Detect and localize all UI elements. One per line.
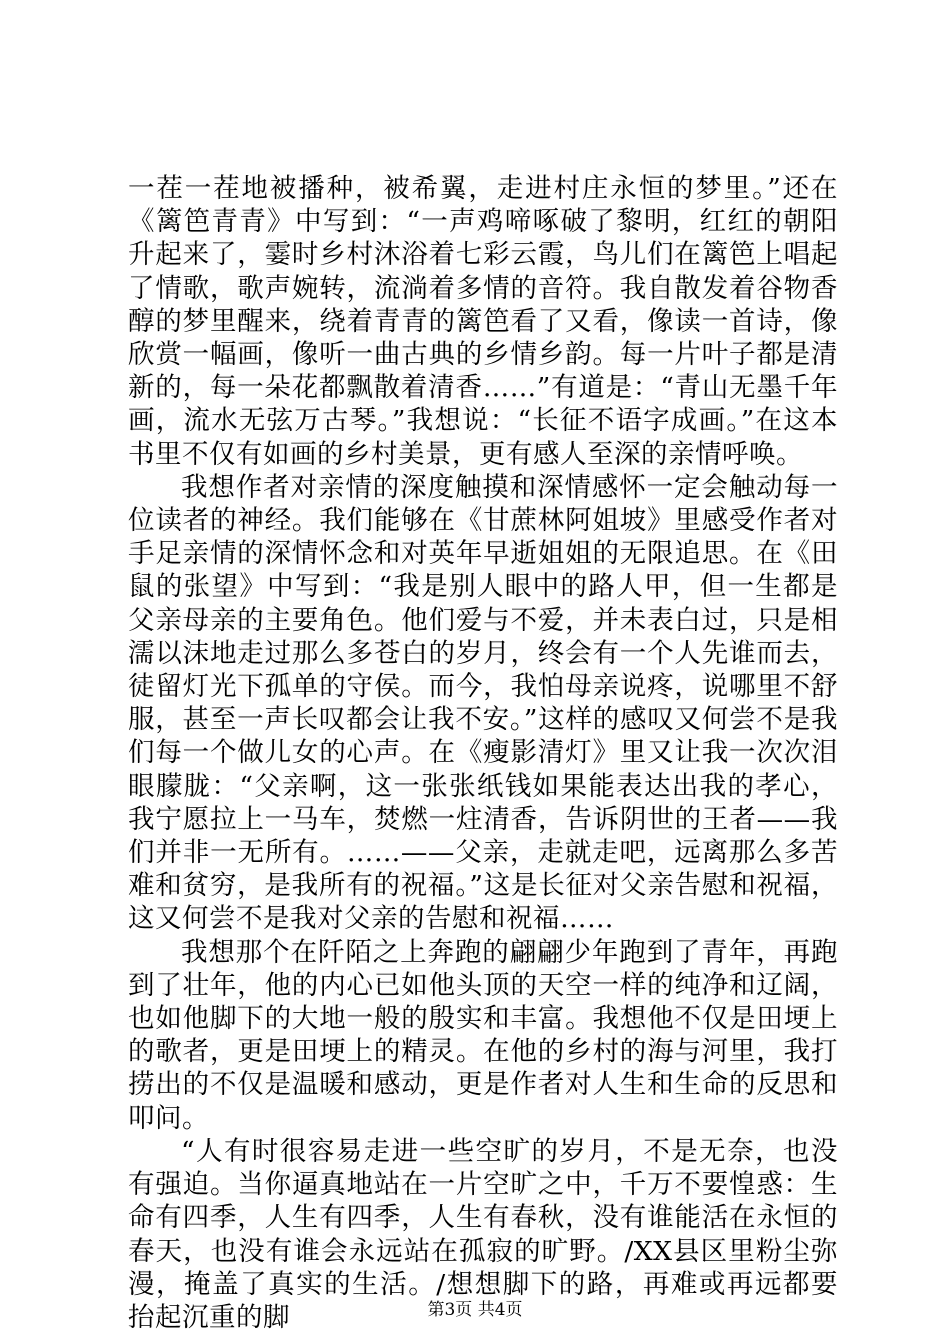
document-body: [128, 172, 838, 1334]
paragraph-2: 我想作者对亲情的深度触摸和深情感怀一定会触动每一位读者的神经。我们能够在《甘蔗林阿姐坡》里感受作者对手足亲情的深情怀念和对英年早逝姐姐的无限追思。在《田鼠的张望》中写到：“我是别人眼中的路人甲，但一生都是父亲母亲的主要角色。他们爱与不爱，并未表白过，只是相濡以沫地走过那么多苍白的岁月，终会有一个人先谁而去，徒留灯光下孤单的守侯。而今，我怕母亲说疼，说哪里不舒服，甚至一声长叹都会让我不安。”这样的感叹又何尝不是我们每一个做儿女的心声。在《瘦影清灯》里又让我一次次泪眼朦胧：“父亲啊，这一张张纸钱如果能表达出我的孝心，我宁愿拉上一马车，焚燃一炷清香，告诉阴世的王者——我们并非一无所有。……——父亲，走就走吧，远离那么多苦难和贫穷，是我所有的祝福。”这是长征对父亲告慰和祝福，这又何尝不是我对父亲的告慰和祝福……: [128, 471, 838, 935]
paragraph-1: 一茬一茬地被播种，被希翼，走进村庄永恒的梦里。”还在《篱笆青青》中写到：“一声鸡啼啄破了黎明，红红的朝阳升起来了，霎时乡村沐浴着七彩云霞，鸟儿们在篱笆上唱起了情歌，歌声婉转，流淌着多情的音符。我自散发着谷物香醇的梦里醒来，绕着青青的篱笆看了又看，像读一首诗，像欣赏一幅画，像听一曲古典的乡情乡韵。每一片叶子都是清新的，每一朵花都飘散着清香……”有道是：“青山无墨千年画，流水无弦万古琴。”我想说：“长征不语字成画。”在这本书里不仅有如画的乡村美景，更有感人至深的亲情呼唤。: [128, 173, 838, 470]
paragraph-4: “人有时很容易走进一些空旷的岁月，不是无奈，也没有强迫。当你逼真地站在一片空旷之中，千万不要惶惑：生命有四季，人生有四季，人生有春秋，没有谁能活在永恒的春天，也没有谁会永远站在孤寂的旷野。/XX县区里粉尘弥漫，掩盖了真实的生活。/想想脚下的路，再难或再远都要抬起沉重的脚: [128, 1135, 838, 1333]
page-footer: 第3页 共4页: [427, 1300, 523, 1320]
paragraph-3: 我想那个在阡陌之上奔跑的翩翩少年跑到了青年，再跑到了壮年，他的内心已如他头顶的天空一样的纯净和辽阔，也如他脚下的大地一般的殷实和丰富。我想他不仅是田埂上的歌者，更是田埂上的精灵。在他的乡村的海与河里，我打捞出的不仅是温暖和感动，更是作者对人生和生命的反思和叩问。: [128, 936, 838, 1134]
